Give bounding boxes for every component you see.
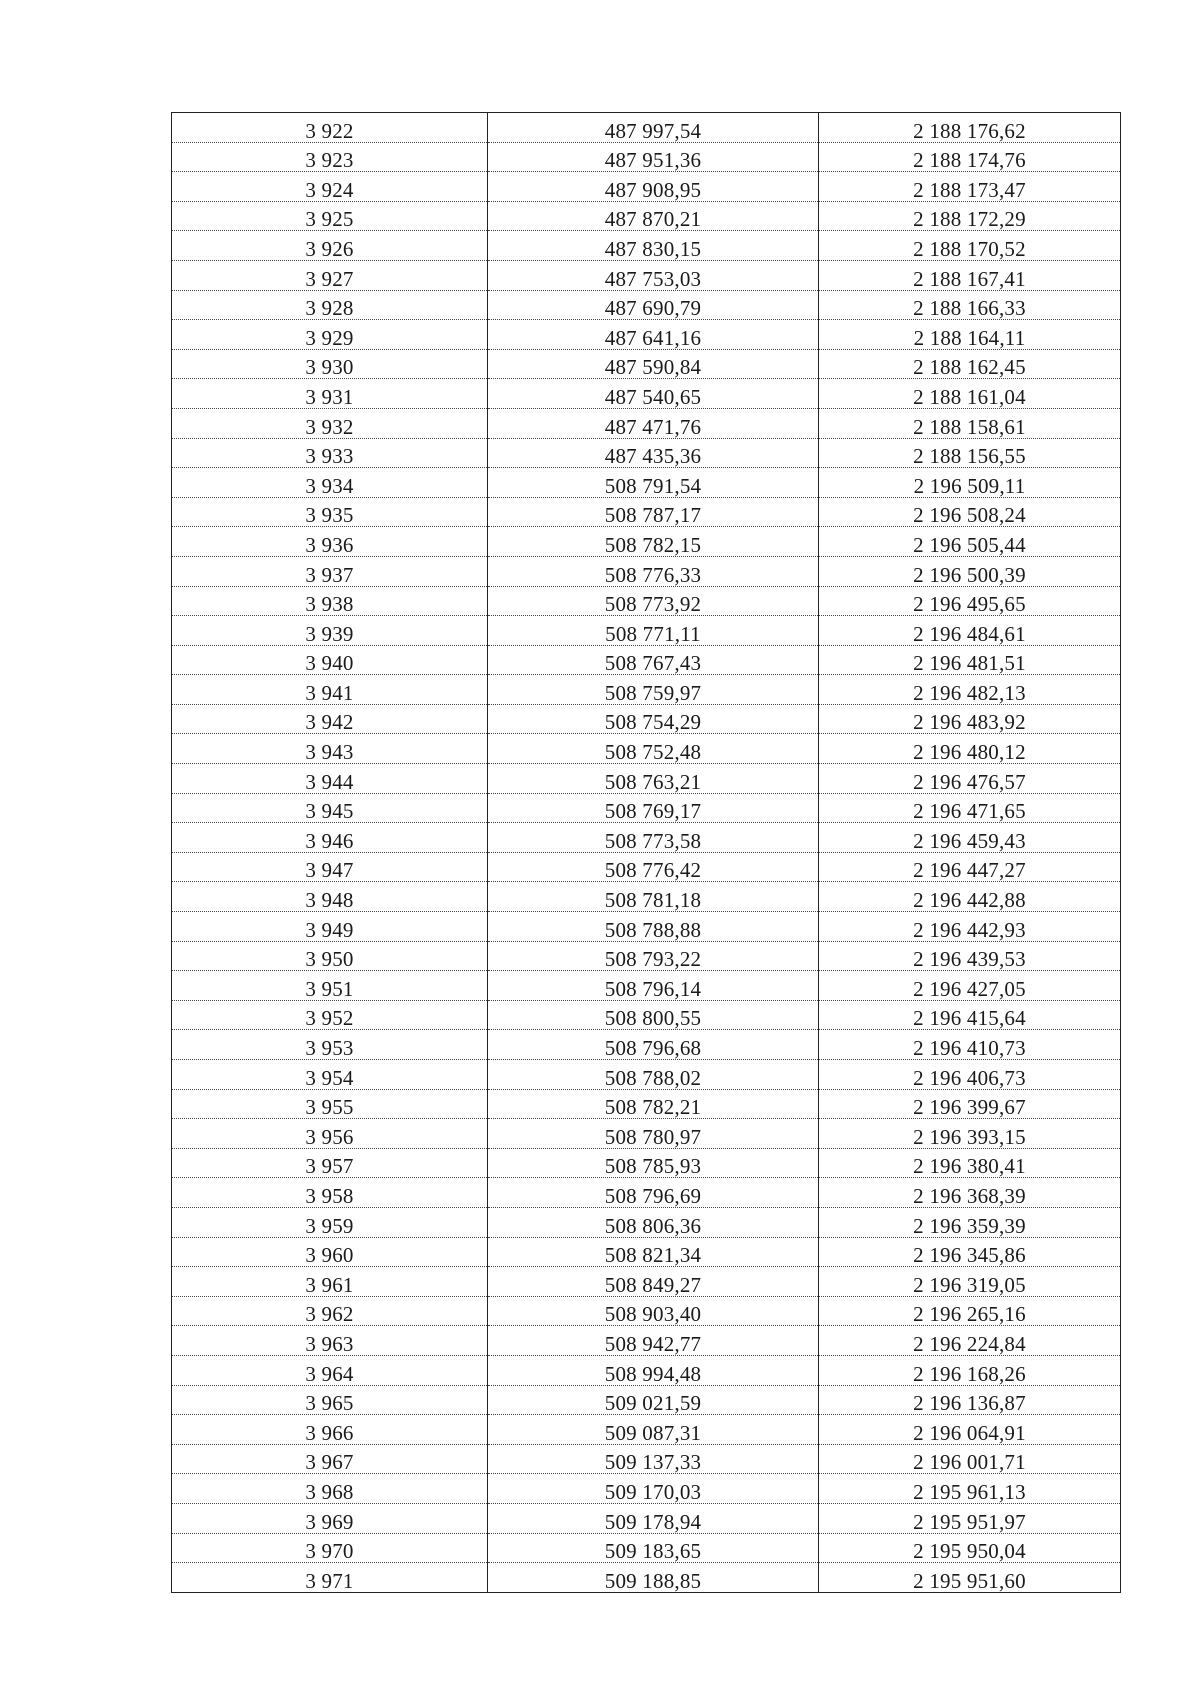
point-number-cell: 3 940 bbox=[172, 645, 488, 675]
y-coordinate-cell: 2 196 001,71 bbox=[819, 1444, 1121, 1474]
table-row bbox=[172, 1355, 1121, 1385]
point-number-cell: 3 946 bbox=[172, 823, 488, 853]
table-row bbox=[172, 1326, 1121, 1356]
point-number-cell: 3 931 bbox=[172, 379, 488, 409]
x-coordinate-cell: 508 782,21 bbox=[488, 1089, 819, 1119]
table-row bbox=[172, 349, 1121, 379]
table-row bbox=[172, 1178, 1121, 1208]
point-number-cell: 3 962 bbox=[172, 1296, 488, 1326]
y-coordinate-cell: 2 188 173,47 bbox=[819, 172, 1121, 202]
x-coordinate-cell: 508 788,02 bbox=[488, 1060, 819, 1090]
table-row bbox=[172, 941, 1121, 971]
point-number-cell: 3 934 bbox=[172, 468, 488, 498]
x-coordinate-cell: 487 997,54 bbox=[488, 113, 819, 143]
point-number-cell: 3 953 bbox=[172, 1030, 488, 1060]
x-coordinate-cell: 508 773,58 bbox=[488, 823, 819, 853]
y-coordinate-cell: 2 188 170,52 bbox=[819, 231, 1121, 261]
x-coordinate-cell: 509 183,65 bbox=[488, 1533, 819, 1563]
point-number-cell: 3 929 bbox=[172, 320, 488, 350]
x-coordinate-cell: 508 903,40 bbox=[488, 1296, 819, 1326]
y-coordinate-cell: 2 196 471,65 bbox=[819, 793, 1121, 823]
point-number-cell: 3 923 bbox=[172, 142, 488, 172]
x-coordinate-cell: 508 769,17 bbox=[488, 793, 819, 823]
x-coordinate-cell: 487 870,21 bbox=[488, 201, 819, 231]
y-coordinate-cell: 2 196 483,92 bbox=[819, 704, 1121, 734]
table-row bbox=[172, 1237, 1121, 1267]
point-number-cell: 3 967 bbox=[172, 1444, 488, 1474]
point-number-cell: 3 955 bbox=[172, 1089, 488, 1119]
table-row bbox=[172, 1415, 1121, 1445]
table-row bbox=[172, 1267, 1121, 1297]
x-coordinate-cell: 487 540,65 bbox=[488, 379, 819, 409]
table-row bbox=[172, 1148, 1121, 1178]
table-row bbox=[172, 320, 1121, 350]
table-row bbox=[172, 1060, 1121, 1090]
coordinates-table-body bbox=[172, 113, 1121, 1593]
x-coordinate-cell: 508 942,77 bbox=[488, 1326, 819, 1356]
y-coordinate-cell: 2 188 166,33 bbox=[819, 290, 1121, 320]
y-coordinate-cell: 2 196 380,41 bbox=[819, 1148, 1121, 1178]
x-coordinate-cell: 508 771,11 bbox=[488, 616, 819, 646]
table-row bbox=[172, 971, 1121, 1001]
x-coordinate-cell: 508 994,48 bbox=[488, 1355, 819, 1385]
table-row bbox=[172, 1000, 1121, 1030]
x-coordinate-cell: 508 773,92 bbox=[488, 586, 819, 616]
y-coordinate-cell: 2 196 508,24 bbox=[819, 497, 1121, 527]
y-coordinate-cell: 2 196 509,11 bbox=[819, 468, 1121, 498]
point-number-cell: 3 939 bbox=[172, 616, 488, 646]
table-row bbox=[172, 852, 1121, 882]
y-coordinate-cell: 2 196 319,05 bbox=[819, 1267, 1121, 1297]
point-number-cell: 3 948 bbox=[172, 882, 488, 912]
y-coordinate-cell: 2 196 064,91 bbox=[819, 1415, 1121, 1445]
table-row bbox=[172, 912, 1121, 942]
point-number-cell: 3 926 bbox=[172, 231, 488, 261]
y-coordinate-cell: 2 196 415,64 bbox=[819, 1000, 1121, 1030]
point-number-cell: 3 950 bbox=[172, 941, 488, 971]
y-coordinate-cell: 2 188 161,04 bbox=[819, 379, 1121, 409]
x-coordinate-cell: 509 188,85 bbox=[488, 1563, 819, 1593]
table-row bbox=[172, 675, 1121, 705]
x-coordinate-cell: 508 793,22 bbox=[488, 941, 819, 971]
x-coordinate-cell: 508 849,27 bbox=[488, 1267, 819, 1297]
y-coordinate-cell: 2 188 158,61 bbox=[819, 408, 1121, 438]
table-row bbox=[172, 1296, 1121, 1326]
table-row bbox=[172, 882, 1121, 912]
y-coordinate-cell: 2 188 172,29 bbox=[819, 201, 1121, 231]
table-row bbox=[172, 1119, 1121, 1149]
x-coordinate-cell: 508 776,33 bbox=[488, 556, 819, 586]
x-coordinate-cell: 487 641,16 bbox=[488, 320, 819, 350]
x-coordinate-cell: 508 785,93 bbox=[488, 1148, 819, 1178]
x-coordinate-cell: 509 021,59 bbox=[488, 1385, 819, 1415]
x-coordinate-cell: 508 752,48 bbox=[488, 734, 819, 764]
x-coordinate-cell: 508 796,69 bbox=[488, 1178, 819, 1208]
y-coordinate-cell: 2 196 359,39 bbox=[819, 1207, 1121, 1237]
point-number-cell: 3 954 bbox=[172, 1060, 488, 1090]
y-coordinate-cell: 2 196 484,61 bbox=[819, 616, 1121, 646]
x-coordinate-cell: 508 796,68 bbox=[488, 1030, 819, 1060]
y-coordinate-cell: 2 196 224,84 bbox=[819, 1326, 1121, 1356]
table-row bbox=[172, 1385, 1121, 1415]
y-coordinate-cell: 2 188 167,41 bbox=[819, 260, 1121, 290]
point-number-cell: 3 925 bbox=[172, 201, 488, 231]
point-number-cell: 3 951 bbox=[172, 971, 488, 1001]
x-coordinate-cell: 487 690,79 bbox=[488, 290, 819, 320]
y-coordinate-cell: 2 196 500,39 bbox=[819, 556, 1121, 586]
x-coordinate-cell: 508 767,43 bbox=[488, 645, 819, 675]
table-row bbox=[172, 793, 1121, 823]
table-row bbox=[172, 734, 1121, 764]
y-coordinate-cell: 2 196 136,87 bbox=[819, 1385, 1121, 1415]
point-number-cell: 3 932 bbox=[172, 408, 488, 438]
x-coordinate-cell: 508 781,18 bbox=[488, 882, 819, 912]
x-coordinate-cell: 509 178,94 bbox=[488, 1503, 819, 1533]
point-number-cell: 3 922 bbox=[172, 113, 488, 143]
table-row bbox=[172, 586, 1121, 616]
y-coordinate-cell: 2 196 480,12 bbox=[819, 734, 1121, 764]
table-row bbox=[172, 556, 1121, 586]
x-coordinate-cell: 508 754,29 bbox=[488, 704, 819, 734]
point-number-cell: 3 963 bbox=[172, 1326, 488, 1356]
point-number-cell: 3 966 bbox=[172, 1415, 488, 1445]
table-row bbox=[172, 1503, 1121, 1533]
point-number-cell: 3 924 bbox=[172, 172, 488, 202]
y-coordinate-cell: 2 196 439,53 bbox=[819, 941, 1121, 971]
x-coordinate-cell: 508 821,34 bbox=[488, 1237, 819, 1267]
x-coordinate-cell: 508 782,15 bbox=[488, 527, 819, 557]
point-number-cell: 3 942 bbox=[172, 704, 488, 734]
table-row bbox=[172, 1444, 1121, 1474]
y-coordinate-cell: 2 196 442,88 bbox=[819, 882, 1121, 912]
y-coordinate-cell: 2 196 406,73 bbox=[819, 1060, 1121, 1090]
table-row bbox=[172, 231, 1121, 261]
table-row bbox=[172, 1474, 1121, 1504]
point-number-cell: 3 947 bbox=[172, 852, 488, 882]
y-coordinate-cell: 2 188 174,76 bbox=[819, 142, 1121, 172]
y-coordinate-cell: 2 196 482,13 bbox=[819, 675, 1121, 705]
table-row bbox=[172, 645, 1121, 675]
point-number-cell: 3 944 bbox=[172, 764, 488, 794]
point-number-cell: 3 965 bbox=[172, 1385, 488, 1415]
x-coordinate-cell: 509 087,31 bbox=[488, 1415, 819, 1445]
table-row bbox=[172, 616, 1121, 646]
y-coordinate-cell: 2 196 447,27 bbox=[819, 852, 1121, 882]
table-row bbox=[172, 408, 1121, 438]
point-number-cell: 3 959 bbox=[172, 1207, 488, 1237]
x-coordinate-cell: 487 951,36 bbox=[488, 142, 819, 172]
y-coordinate-cell: 2 196 393,15 bbox=[819, 1119, 1121, 1149]
table-row bbox=[172, 527, 1121, 557]
x-coordinate-cell: 509 170,03 bbox=[488, 1474, 819, 1504]
x-coordinate-cell: 508 806,36 bbox=[488, 1207, 819, 1237]
table-row bbox=[172, 823, 1121, 853]
table-row bbox=[172, 1563, 1121, 1593]
table-row bbox=[172, 497, 1121, 527]
point-number-cell: 3 964 bbox=[172, 1355, 488, 1385]
point-number-cell: 3 961 bbox=[172, 1267, 488, 1297]
x-coordinate-cell: 508 791,54 bbox=[488, 468, 819, 498]
table-row bbox=[172, 201, 1121, 231]
y-coordinate-cell: 2 188 162,45 bbox=[819, 349, 1121, 379]
y-coordinate-cell: 2 196 265,16 bbox=[819, 1296, 1121, 1326]
y-coordinate-cell: 2 196 410,73 bbox=[819, 1030, 1121, 1060]
x-coordinate-cell: 487 830,15 bbox=[488, 231, 819, 261]
table-row bbox=[172, 172, 1121, 202]
point-number-cell: 3 945 bbox=[172, 793, 488, 823]
table-row bbox=[172, 113, 1121, 143]
x-coordinate-cell: 487 908,95 bbox=[488, 172, 819, 202]
point-number-cell: 3 935 bbox=[172, 497, 488, 527]
table-row bbox=[172, 468, 1121, 498]
table-row bbox=[172, 764, 1121, 794]
y-coordinate-cell: 2 196 427,05 bbox=[819, 971, 1121, 1001]
point-number-cell: 3 930 bbox=[172, 349, 488, 379]
point-number-cell: 3 970 bbox=[172, 1533, 488, 1563]
x-coordinate-cell: 508 796,14 bbox=[488, 971, 819, 1001]
point-number-cell: 3 941 bbox=[172, 675, 488, 705]
point-number-cell: 3 956 bbox=[172, 1119, 488, 1149]
y-coordinate-cell: 2 196 459,43 bbox=[819, 823, 1121, 853]
x-coordinate-cell: 508 780,97 bbox=[488, 1119, 819, 1149]
x-coordinate-cell: 508 788,88 bbox=[488, 912, 819, 942]
y-coordinate-cell: 2 196 168,26 bbox=[819, 1355, 1121, 1385]
y-coordinate-cell: 2 196 476,57 bbox=[819, 764, 1121, 794]
y-coordinate-cell: 2 196 495,65 bbox=[819, 586, 1121, 616]
x-coordinate-cell: 487 590,84 bbox=[488, 349, 819, 379]
x-coordinate-cell: 508 800,55 bbox=[488, 1000, 819, 1030]
y-coordinate-cell: 2 196 481,51 bbox=[819, 645, 1121, 675]
x-coordinate-cell: 508 763,21 bbox=[488, 764, 819, 794]
table-row bbox=[172, 704, 1121, 734]
point-number-cell: 3 960 bbox=[172, 1237, 488, 1267]
y-coordinate-cell: 2 195 950,04 bbox=[819, 1533, 1121, 1563]
point-number-cell: 3 958 bbox=[172, 1178, 488, 1208]
table-row bbox=[172, 438, 1121, 468]
table-row bbox=[172, 260, 1121, 290]
point-number-cell: 3 938 bbox=[172, 586, 488, 616]
table-row bbox=[172, 1030, 1121, 1060]
point-number-cell: 3 937 bbox=[172, 556, 488, 586]
table-row bbox=[172, 379, 1121, 409]
point-number-cell: 3 952 bbox=[172, 1000, 488, 1030]
x-coordinate-cell: 487 471,76 bbox=[488, 408, 819, 438]
y-coordinate-cell: 2 195 961,13 bbox=[819, 1474, 1121, 1504]
point-number-cell: 3 936 bbox=[172, 527, 488, 557]
table-row bbox=[172, 1533, 1121, 1563]
table-row bbox=[172, 290, 1121, 320]
point-number-cell: 3 957 bbox=[172, 1148, 488, 1178]
table-row bbox=[172, 142, 1121, 172]
x-coordinate-cell: 509 137,33 bbox=[488, 1444, 819, 1474]
x-coordinate-cell: 508 787,17 bbox=[488, 497, 819, 527]
x-coordinate-cell: 487 753,03 bbox=[488, 260, 819, 290]
point-number-cell: 3 927 bbox=[172, 260, 488, 290]
y-coordinate-cell: 2 188 176,62 bbox=[819, 113, 1121, 143]
point-number-cell: 3 968 bbox=[172, 1474, 488, 1504]
table-row bbox=[172, 1207, 1121, 1237]
y-coordinate-cell: 2 196 368,39 bbox=[819, 1178, 1121, 1208]
x-coordinate-cell: 508 759,97 bbox=[488, 675, 819, 705]
coordinates-table bbox=[171, 112, 1121, 1593]
y-coordinate-cell: 2 195 951,97 bbox=[819, 1503, 1121, 1533]
point-number-cell: 3 949 bbox=[172, 912, 488, 942]
point-number-cell: 3 971 bbox=[172, 1563, 488, 1593]
point-number-cell: 3 933 bbox=[172, 438, 488, 468]
y-coordinate-cell: 2 196 345,86 bbox=[819, 1237, 1121, 1267]
point-number-cell: 3 928 bbox=[172, 290, 488, 320]
table-row bbox=[172, 1089, 1121, 1119]
y-coordinate-cell: 2 196 505,44 bbox=[819, 527, 1121, 557]
x-coordinate-cell: 487 435,36 bbox=[488, 438, 819, 468]
y-coordinate-cell: 2 188 156,55 bbox=[819, 438, 1121, 468]
y-coordinate-cell: 2 188 164,11 bbox=[819, 320, 1121, 350]
y-coordinate-cell: 2 195 951,60 bbox=[819, 1563, 1121, 1593]
y-coordinate-cell: 2 196 442,93 bbox=[819, 912, 1121, 942]
y-coordinate-cell: 2 196 399,67 bbox=[819, 1089, 1121, 1119]
point-number-cell: 3 943 bbox=[172, 734, 488, 764]
x-coordinate-cell: 508 776,42 bbox=[488, 852, 819, 882]
point-number-cell: 3 969 bbox=[172, 1503, 488, 1533]
